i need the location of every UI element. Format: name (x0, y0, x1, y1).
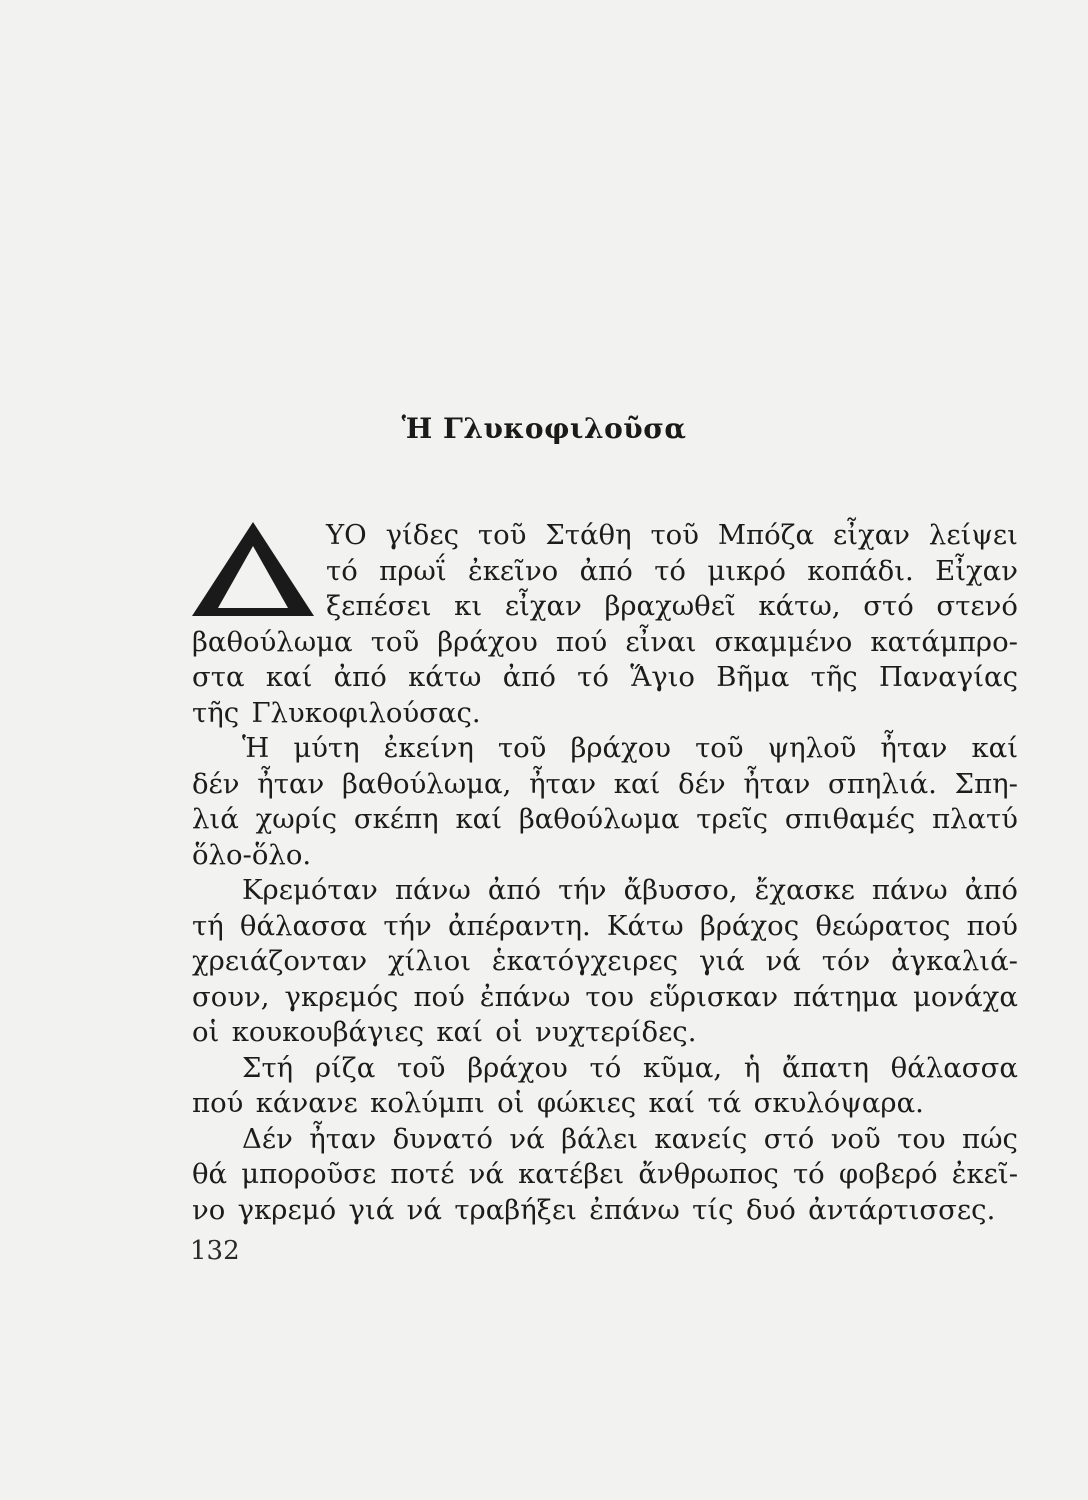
text-line: ΥΟ γίδες τοῦ Στάθη τοῦ Μπόζα εἶχαν λείψει (326, 519, 1018, 551)
text-line: χρειάζονταν χίλιοι ἑκατόγχειρες γιά νά τόν ἀγκαλιά- (192, 945, 1018, 977)
paragraph (192, 873, 1018, 1051)
text-line: θά μποροῦσε ποτέ νά κατέβει ἄνθρωπος τό φοβερό ἐκεῖ- (192, 1158, 1018, 1190)
page-number: 132 (190, 1236, 240, 1266)
text-line: Στή ρίζα τοῦ βράχου τό κῦμα, ἡ ἄπατη θάλασσα (242, 1051, 1018, 1084)
text-line: Ἡ μύτη ἐκείνη τοῦ βράχου τοῦ ψηλοῦ ἦταν καί (242, 732, 1018, 764)
text-line: ὅλο-ὅλο. (192, 838, 312, 871)
text-line: νο γκρεμό γιά νά τραβήξει ἐπάνω τίς δυό ἀντάρτισσες. (192, 1193, 996, 1226)
paragraph (192, 1051, 1018, 1122)
paragraph (192, 731, 1018, 873)
text-line: σουν, γκρεμός πού ἐπάνω του εὕρισκαν πάτημα μονάχα (192, 980, 1018, 1013)
text-line: Κρεμόταν πάνω ἀπό τήν ἄβυσσο, ἔχασκε πάνω ἀπό (242, 874, 1018, 906)
chapter-title: Ἡ Γλυκοφιλοῦσα (401, 412, 687, 445)
text-line: στα καί ἀπό κάτω ἀπό τό Ἅγιο Βῆμα τῆς Παναγίας (192, 661, 1018, 693)
text-line: λιά χωρίς σκέπη καί βαθούλωμα τρεῖς σπιθαμές πλατύ (192, 803, 1018, 835)
text-line: τό πρωΐ ἐκεῖνο ἀπό τό μικρό κοπάδι. Εἶχαν (326, 554, 1018, 587)
text-line: βαθούλωμα τοῦ βράχου πού εἶναι σκαμμένο κατάμπρο- (192, 625, 1018, 658)
drop-cap-delta (188, 520, 318, 620)
text-line: οἱ κουκουβάγιες καί οἱ νυχτερίδες. (192, 1016, 697, 1048)
body-text (188, 518, 1018, 1228)
text-line: Δέν ἦταν δυνατό νά βάλει κανείς στό νοῦ του πώς (242, 1122, 1018, 1155)
text-line: τῆς Γλυκοφιλούσας. (192, 696, 481, 729)
text-line: δέν ἦταν βαθούλωμα, ἦταν καί δέν ἦταν σπηλιά. Σπη- (192, 767, 1018, 800)
drop-cap-letter: Δ (188, 520, 189, 521)
text-line: ξεπέσει κι εἶχαν βραχωθεῖ κάτω, στό στενό (326, 590, 1018, 622)
paragraph (192, 1122, 1018, 1229)
text-line: πού κάνανε κολύμπι οἱ φώκιες καί τά σκυλόψαρα. (192, 1087, 924, 1119)
text-line: τή θάλασσα τήν ἀπέραντη. Κάτω βράχος θεώρατος πού (192, 909, 1018, 942)
